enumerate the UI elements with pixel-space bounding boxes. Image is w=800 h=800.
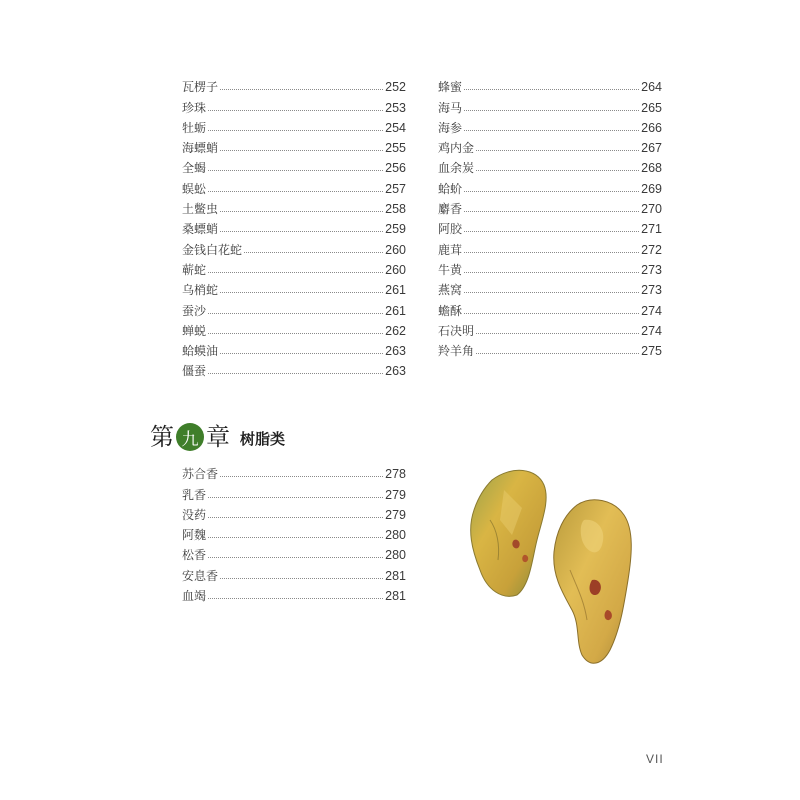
toc-entry-page: 271 <box>641 222 662 237</box>
toc-entry <box>182 277 406 297</box>
dot-leader <box>208 373 383 374</box>
dot-leader <box>208 598 383 599</box>
toc-entry-page: 256 <box>385 161 406 176</box>
toc-entry-page: 263 <box>385 364 406 379</box>
dot-leader <box>464 272 639 273</box>
dot-leader <box>464 292 639 293</box>
toc-entry-name: 僵蚕 <box>182 364 207 379</box>
toc-entry <box>182 358 406 378</box>
dot-leader <box>464 130 639 131</box>
toc-entry <box>438 297 662 317</box>
toc-entry-page: 281 <box>385 589 406 604</box>
toc-entry <box>438 338 662 358</box>
dot-leader <box>220 353 383 354</box>
toc-entry-name: 蚕沙 <box>182 303 207 318</box>
dot-leader <box>464 231 639 232</box>
toc-entry-page: 269 <box>641 181 662 196</box>
toc-entry-page: 280 <box>385 528 406 543</box>
resin-piece-right <box>554 500 632 663</box>
toc-entry-name: 血竭 <box>182 589 207 604</box>
dot-leader <box>220 578 383 579</box>
toc-entry <box>438 277 662 297</box>
dot-leader <box>244 252 383 253</box>
toc-entry-page: 281 <box>385 568 406 583</box>
toc-entry <box>182 236 406 256</box>
dot-leader <box>464 89 639 90</box>
toc-entry-page: 252 <box>385 80 406 95</box>
toc-entry-name: 海马 <box>438 100 463 115</box>
toc-entry-page: 262 <box>385 323 406 338</box>
toc-entry <box>182 115 406 135</box>
chapter-prefix: 第 <box>150 423 174 451</box>
dot-leader <box>220 150 383 151</box>
dot-leader <box>208 110 383 111</box>
toc-entry-name: 没药 <box>182 507 207 522</box>
toc-entry-name: 苏合香 <box>182 467 219 482</box>
toc-entry-page: 260 <box>385 262 406 277</box>
chapter-number-badge: 九 <box>176 423 204 451</box>
toc-entry <box>182 155 406 175</box>
toc-left-column <box>182 74 406 378</box>
toc-entry-name: 桑螵蛸 <box>182 222 219 237</box>
toc-entry <box>438 216 662 236</box>
toc-entry-page: 278 <box>385 467 406 482</box>
toc-entry-page: 266 <box>641 120 662 135</box>
toc-entry-name: 蜂蜜 <box>438 80 463 95</box>
toc-entry-name: 蕲蛇 <box>182 262 207 277</box>
toc-entry-page: 279 <box>385 507 406 522</box>
dot-leader <box>464 191 639 192</box>
toc-entry-name: 土鳖虫 <box>182 202 219 217</box>
toc-entry <box>438 236 662 256</box>
toc-entry-name: 金钱白花蛇 <box>182 242 243 257</box>
toc-entry-page: 279 <box>385 487 406 502</box>
chapter-suffix: 章 <box>206 423 230 451</box>
toc-entry <box>182 94 406 114</box>
toc-entry <box>438 115 662 135</box>
toc-entry-name: 蛤蟆油 <box>182 344 219 359</box>
dot-leader <box>208 313 383 314</box>
page-number: VII <box>646 752 664 766</box>
toc-entry <box>182 135 406 155</box>
toc-entry-page: 268 <box>641 161 662 176</box>
toc-entry-page: 273 <box>641 283 662 298</box>
dot-leader <box>208 497 383 498</box>
dot-leader <box>476 170 639 171</box>
toc-entry <box>438 175 662 195</box>
toc-entry-page: 265 <box>641 100 662 115</box>
toc-entry-page: 255 <box>385 141 406 156</box>
toc-entry-page: 258 <box>385 202 406 217</box>
toc-entry-page: 257 <box>385 181 406 196</box>
toc-right-column <box>438 74 662 358</box>
toc-entry-page: 267 <box>641 141 662 156</box>
toc-entry-name: 蟾酥 <box>438 303 463 318</box>
toc-entry <box>182 318 406 338</box>
toc-entry <box>182 216 406 236</box>
dot-leader <box>220 476 383 477</box>
toc-entry-page: 263 <box>385 344 406 359</box>
dot-leader <box>464 313 639 314</box>
dot-leader <box>208 517 383 518</box>
toc-entry-name: 蜈蚣 <box>182 181 207 196</box>
toc-entry-name: 牛黄 <box>438 262 463 277</box>
toc-entry-name: 乌梢蛇 <box>182 283 219 298</box>
toc-entry-name: 鹿茸 <box>438 242 463 257</box>
toc-entry-name: 阿魏 <box>182 528 207 543</box>
toc-entry-page: 254 <box>385 120 406 135</box>
toc-entry <box>182 502 406 522</box>
toc-entry-page: 270 <box>641 202 662 217</box>
toc-entry <box>182 338 406 358</box>
dot-leader <box>464 110 639 111</box>
dot-leader <box>476 333 639 334</box>
toc-entry-page: 253 <box>385 100 406 115</box>
dot-leader <box>476 150 639 151</box>
dot-leader <box>464 211 639 212</box>
toc-entry-name: 阿胶 <box>438 222 463 237</box>
dot-leader <box>220 292 383 293</box>
toc-entry <box>438 257 662 277</box>
toc-entry <box>438 94 662 114</box>
resin-illustration <box>452 460 652 675</box>
toc-entry-page: 261 <box>385 283 406 298</box>
toc-entry <box>182 257 406 277</box>
toc-entry <box>438 155 662 175</box>
dot-leader <box>208 537 383 538</box>
toc-entry <box>182 542 406 562</box>
toc-entry-name: 羚羊角 <box>438 344 475 359</box>
toc-entry-name: 海参 <box>438 120 463 135</box>
toc-entry-name: 蛤蚧 <box>438 181 463 196</box>
toc-entry <box>438 318 662 338</box>
toc-entry-page: 280 <box>385 548 406 563</box>
toc-entry-page: 259 <box>385 222 406 237</box>
toc-entry <box>438 196 662 216</box>
toc-entry-name: 鸡内金 <box>438 141 475 156</box>
toc-entry-name: 石决明 <box>438 323 475 338</box>
toc-entry <box>182 522 406 542</box>
toc-entry <box>182 461 406 481</box>
toc-entry-name: 海螵蛸 <box>182 141 219 156</box>
dot-leader <box>476 353 639 354</box>
toc-entry-page: 260 <box>385 242 406 257</box>
toc-entry <box>182 481 406 501</box>
toc-entry-page: 274 <box>641 303 662 318</box>
resin-piece-left <box>471 470 546 596</box>
toc-entry-name: 牡蛎 <box>182 120 207 135</box>
toc-entry <box>438 74 662 94</box>
dot-leader <box>208 170 383 171</box>
chapter-toc-list <box>182 461 406 603</box>
toc-entry-page: 264 <box>641 80 662 95</box>
toc-entry-page: 275 <box>641 344 662 359</box>
dot-leader <box>220 211 383 212</box>
dot-leader <box>220 89 383 90</box>
chapter-title: 树脂类 <box>240 429 286 448</box>
toc-entry <box>182 175 406 195</box>
dot-leader <box>464 252 639 253</box>
toc-entry-name: 瓦楞子 <box>182 80 219 95</box>
dot-leader <box>208 557 383 558</box>
toc-entry-name: 蝉蜕 <box>182 323 207 338</box>
dot-leader <box>220 231 383 232</box>
toc-entry <box>182 74 406 94</box>
toc-entry-page: 274 <box>641 323 662 338</box>
toc-entry-name: 乳香 <box>182 487 207 502</box>
toc-entry-name: 燕窝 <box>438 283 463 298</box>
toc-entry-name: 血余炭 <box>438 161 475 176</box>
toc-entry-name: 麝香 <box>438 202 463 217</box>
toc-entry <box>182 583 406 603</box>
dot-leader <box>208 191 383 192</box>
toc-entry-page: 273 <box>641 262 662 277</box>
toc-entry <box>182 297 406 317</box>
dot-leader <box>208 333 383 334</box>
toc-entry-name: 安息香 <box>182 568 219 583</box>
chapter-heading <box>150 420 285 454</box>
toc-entry-name: 全蝎 <box>182 161 207 176</box>
toc-entry <box>182 196 406 216</box>
toc-entry-name: 松香 <box>182 548 207 563</box>
toc-entry <box>182 562 406 582</box>
dot-leader <box>208 272 383 273</box>
toc-entry-name: 珍珠 <box>182 100 207 115</box>
toc-entry-page: 272 <box>641 242 662 257</box>
dot-leader <box>208 130 383 131</box>
toc-entry-page: 261 <box>385 303 406 318</box>
toc-entry <box>438 135 662 155</box>
